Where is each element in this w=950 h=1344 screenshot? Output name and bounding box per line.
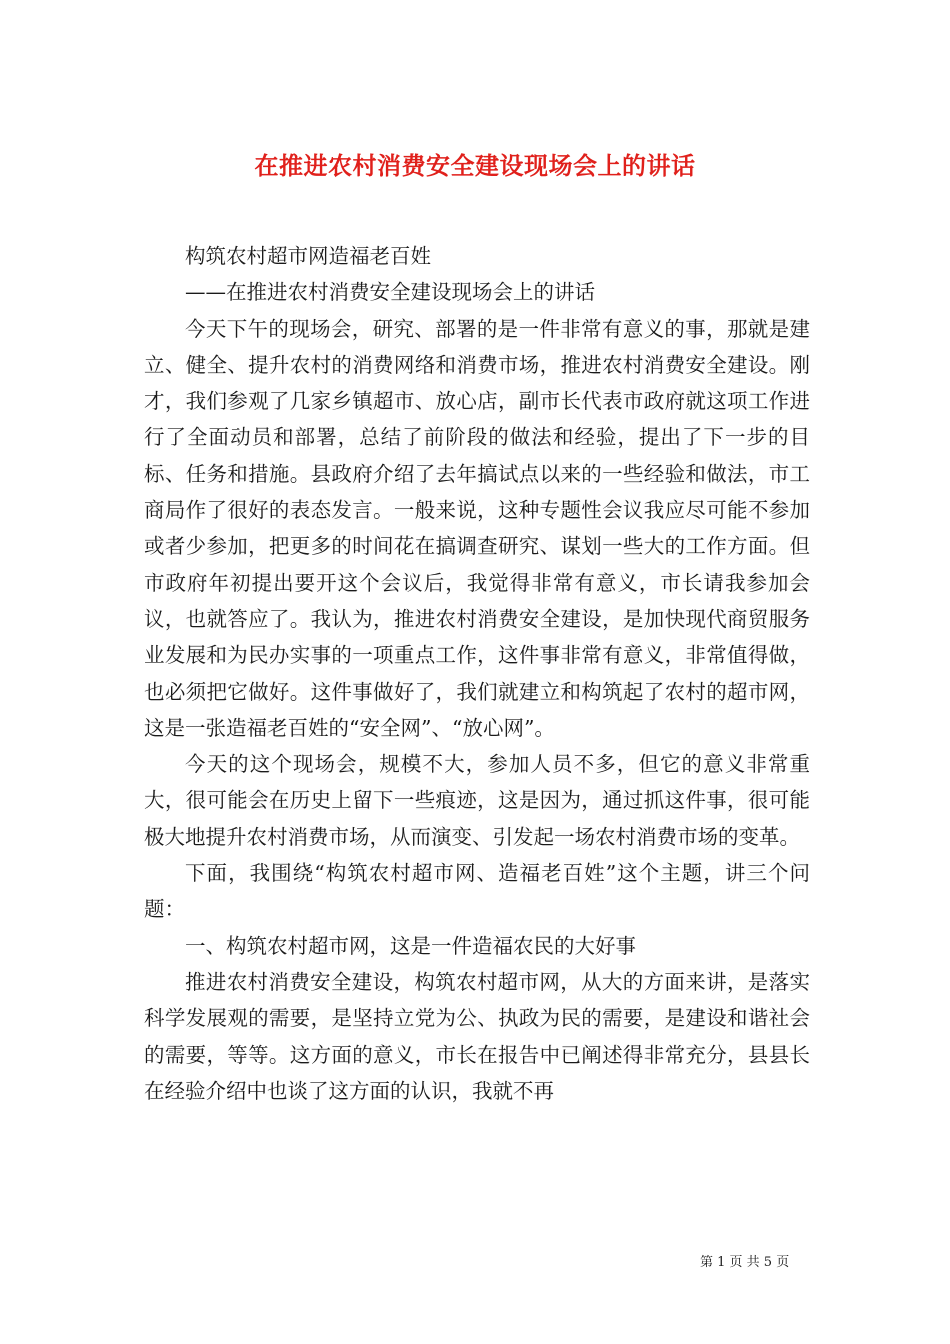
- page-number: 第 1 页 共 5 页: [700, 1255, 790, 1270]
- body-paragraph: 今天下午的现场会，研究、部署的是一件非常有意义的事，那就是建立、健全、提升农村的消费网络和消费市场，推进农村消费安全建设。刚才，我们参观了几家乡镇超市、放心店，副市长代表市政府就这项工作进行了全面动员和部署，总结了前阶段的做法和经验，提出了下一步的目标、任务和措施。县政府介绍了去年搞试点以来的一些经验和做法，市工商局作了很好的表态发言。一般来说，这种专题性会议我应尽可能不参加或者少参加，把更多的时间花在搞调查研究、谋划一些大的工作方面。但市政府年初提出要开这个会议后，我觉得非常有意义，市长请我参加会议，也就答应了。我认为，推进农村消费安全建设，是加快现代商贸服务业发展和为民办实事的一项重点工作，这件事非常有意义，非常值得做，也必须把它做好。这件事做好了，我们就建立和构筑起了农村的超市网，这是一张造福老百姓的“安全网”、“放心网”。: [144, 316, 810, 740]
- document-title: 在推进农村消费安全建设现场会上的讲话: [254, 151, 696, 181]
- body-paragraph: 推进农村消费安全建设，构筑农村超市网，从大的方面来讲，是落实科学发展观的需要，是坚持立党为公、执政为民的需要，是建设和谐社会的需要，等等。这方面的意义，市长在报告中已阐述得非常充分，县县长在经验介绍中也谈了这方面的认识，我就不再: [144, 969, 810, 1103]
- body-paragraph: 今天的这个现场会，规模不大，参加人员不多，但它的意义非常重大，很可能会在历史上留下一些痕迹，这是因为，通过抓这件事，很可能极大地提升农村消费市场，从而演变、引发起一场农村消费市场的变革。: [144, 752, 810, 849]
- body-paragraph: 下面，我围绕“构筑农村超市网、造福老百姓”这个主题，讲三个问题：: [144, 861, 810, 922]
- speech-heading: 构筑农村超市网造福老百姓: [185, 244, 431, 268]
- document-body: [144, 238, 810, 1109]
- speech-subheading: ——在推进农村消费安全建设现场会上的讲话: [185, 280, 595, 305]
- section-heading: 一、构筑农村超市网，这是一件造福农民的大好事: [185, 933, 636, 958]
